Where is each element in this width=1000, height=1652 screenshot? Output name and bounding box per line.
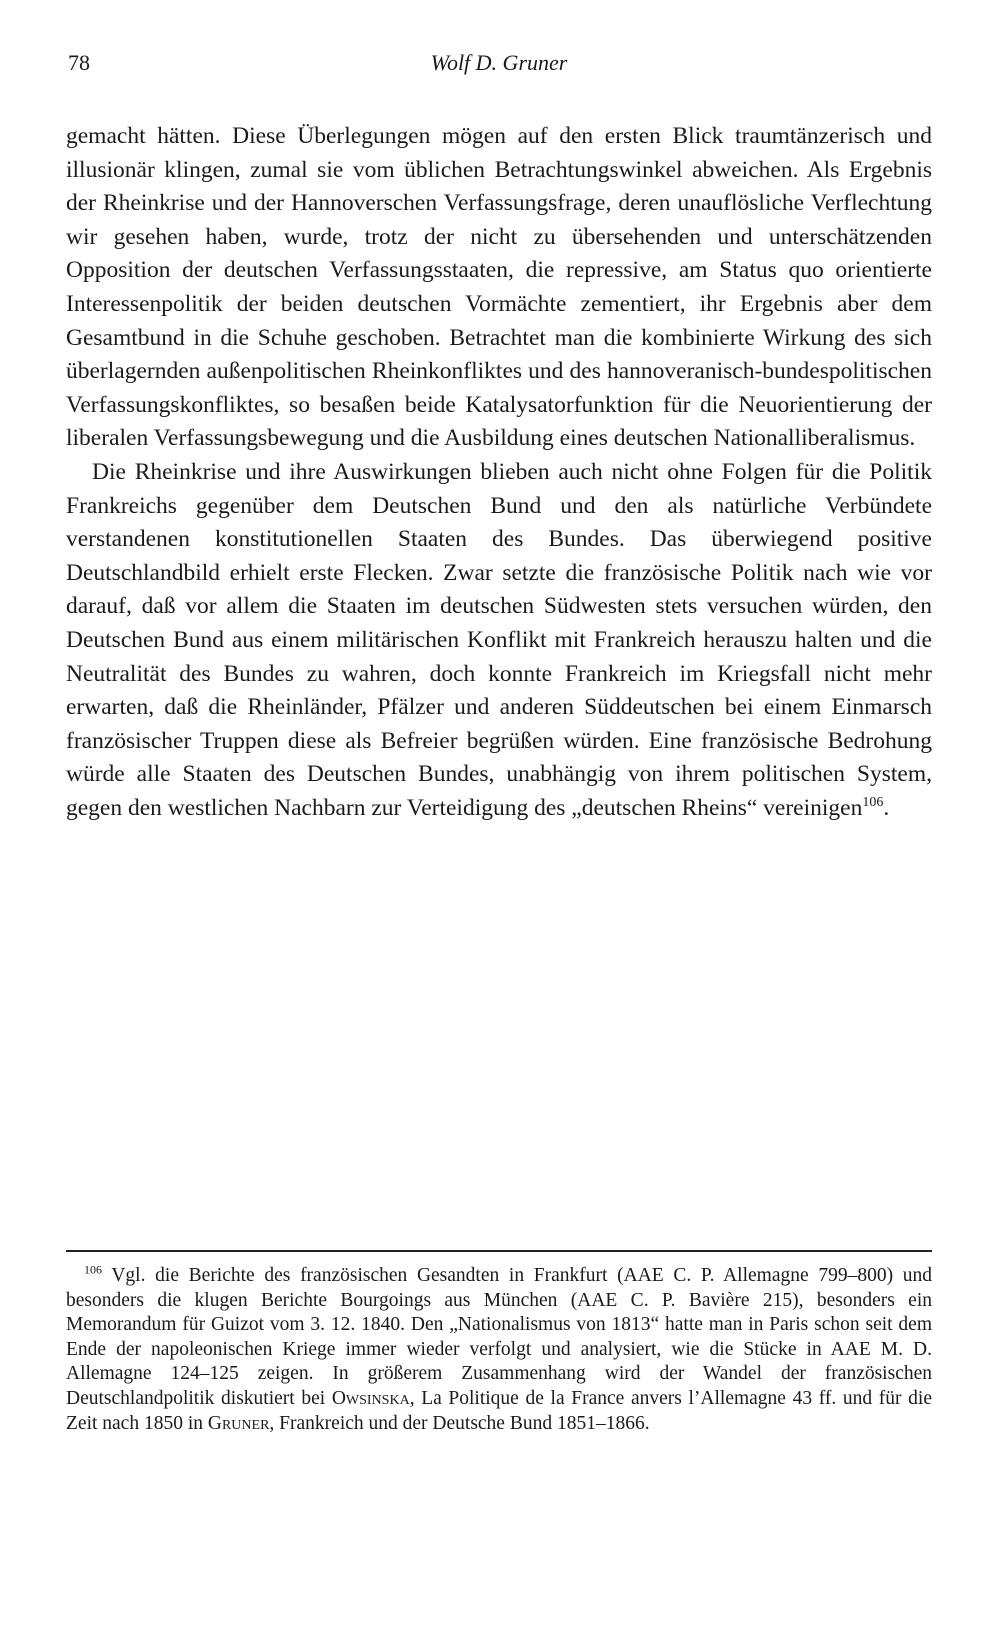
body-text (66, 120, 932, 825)
footnote-reference[interactable]: 106 (862, 795, 884, 811)
footnote-divider (66, 1250, 932, 1252)
paragraph (66, 456, 932, 826)
footnote-marker: 106 (84, 1262, 102, 1277)
paragraph-text: Die Rheinkrise und ihre Auswirkungen blieben auch nicht ohne Folgen für die Politik Frankreichs gegenüber dem Deutschen Bund und den als natürliche Verbündete verstandenen konstitutionellen Staaten des Bundes. Das überwiegend positive Deutschlandbild erhielt erste Flecken. Zwar setzte die französische Politik nach wie vor darauf, daß vor allem die Staaten im deutschen Südwesten stets versuchen würden, den Deutschen Bund aus einem militärischen Konflikt mit Frankreich herauszu halten und die Neutralität des Bundes zu wahren, doch konnte Frankreich im Kriegsfall nicht mehr erwarten, daß die Rheinländer, Pfälzer und anderen Süddeutschen bei einem Einmarsch französischer Truppen diese als Befreier begrüßen würden. Eine französische Bedrohung würde alle Staaten des Deutschen Bundes, unabhängig von ihrem politischen System, gegen den westlichen Nachbarn zur Verteidigung des „deutschen Rheins“ vereinigen (66, 458, 932, 821)
footnote-author: Owsinska (331, 1387, 410, 1409)
page-number: 78 (68, 50, 90, 75)
footnote-text: Vgl. die Berichte des französischen Gesandten in Frankfurt (AAE C. P. Allemagne 799–800) und besonders die klugen Berichte Bourgoings aus München (AAE C. P. Bavière 215), besonders ein Memorandum für Guizot vom 3. 12. 1840. Den „Nationalismus von 1813“ hatte man in Paris schon seit dem Ende der napoleonischen Kriege immer wieder verfolgt und analysiert, wie die Stücke in AAE M. D. Allemagne 124–125 zeigen. In größerem Zusammenhang wird der Wandel der französischen Deutschlandpolitik diskutiert bei (66, 1265, 933, 1409)
footnote-text: , Frankreich und der Deutsche Bund 1851–1866. (269, 1412, 650, 1434)
footnote-author: Gruner (207, 1412, 270, 1434)
footnote (66, 1264, 932, 1436)
footnote-text: , La Politique de la France anvers l’Allemagne 43 ff. und für die Zeit nach 1850 in (66, 1387, 932, 1434)
paragraph: gemacht hätten. Diese Überlegungen mögen auf den ersten Blick traumtänzerisch und illusionär klingen, zumal sie vom üblichen Betrachtungswinkel abweichen. Als Ergebnis der Rheinkrise und der Hannoverschen Verfassungsfrage, deren unauflösliche Verflechtung wir gesehen haben, wurde, trotz der nicht zu übersehenden und unterschätzenden Opposition der deutschen Verfassungsstaaten, die repressive, am Status quo orientierte Interessenpolitik der beiden deutschen Vormächte zementiert, ihr Ergebnis aber dem Gesamtbund in die Schuhe geschoben. Betrachtet man die kombinierte Wirkung des sich überlagernden außenpolitischen Rheinkonfliktes und des hannoveranisch-bundespolitischen Verfassungskonfliktes, so besaßen beide Katalysatorfunktion für die Neuorientierung der liberalen Verfassungsbewegung und die Ausbildung eines deutschen Nationalliberalismus. (66, 123, 932, 452)
page-header (68, 50, 930, 82)
paragraph-end: . (883, 794, 890, 821)
running-head: Wolf D. Gruner (430, 50, 568, 75)
